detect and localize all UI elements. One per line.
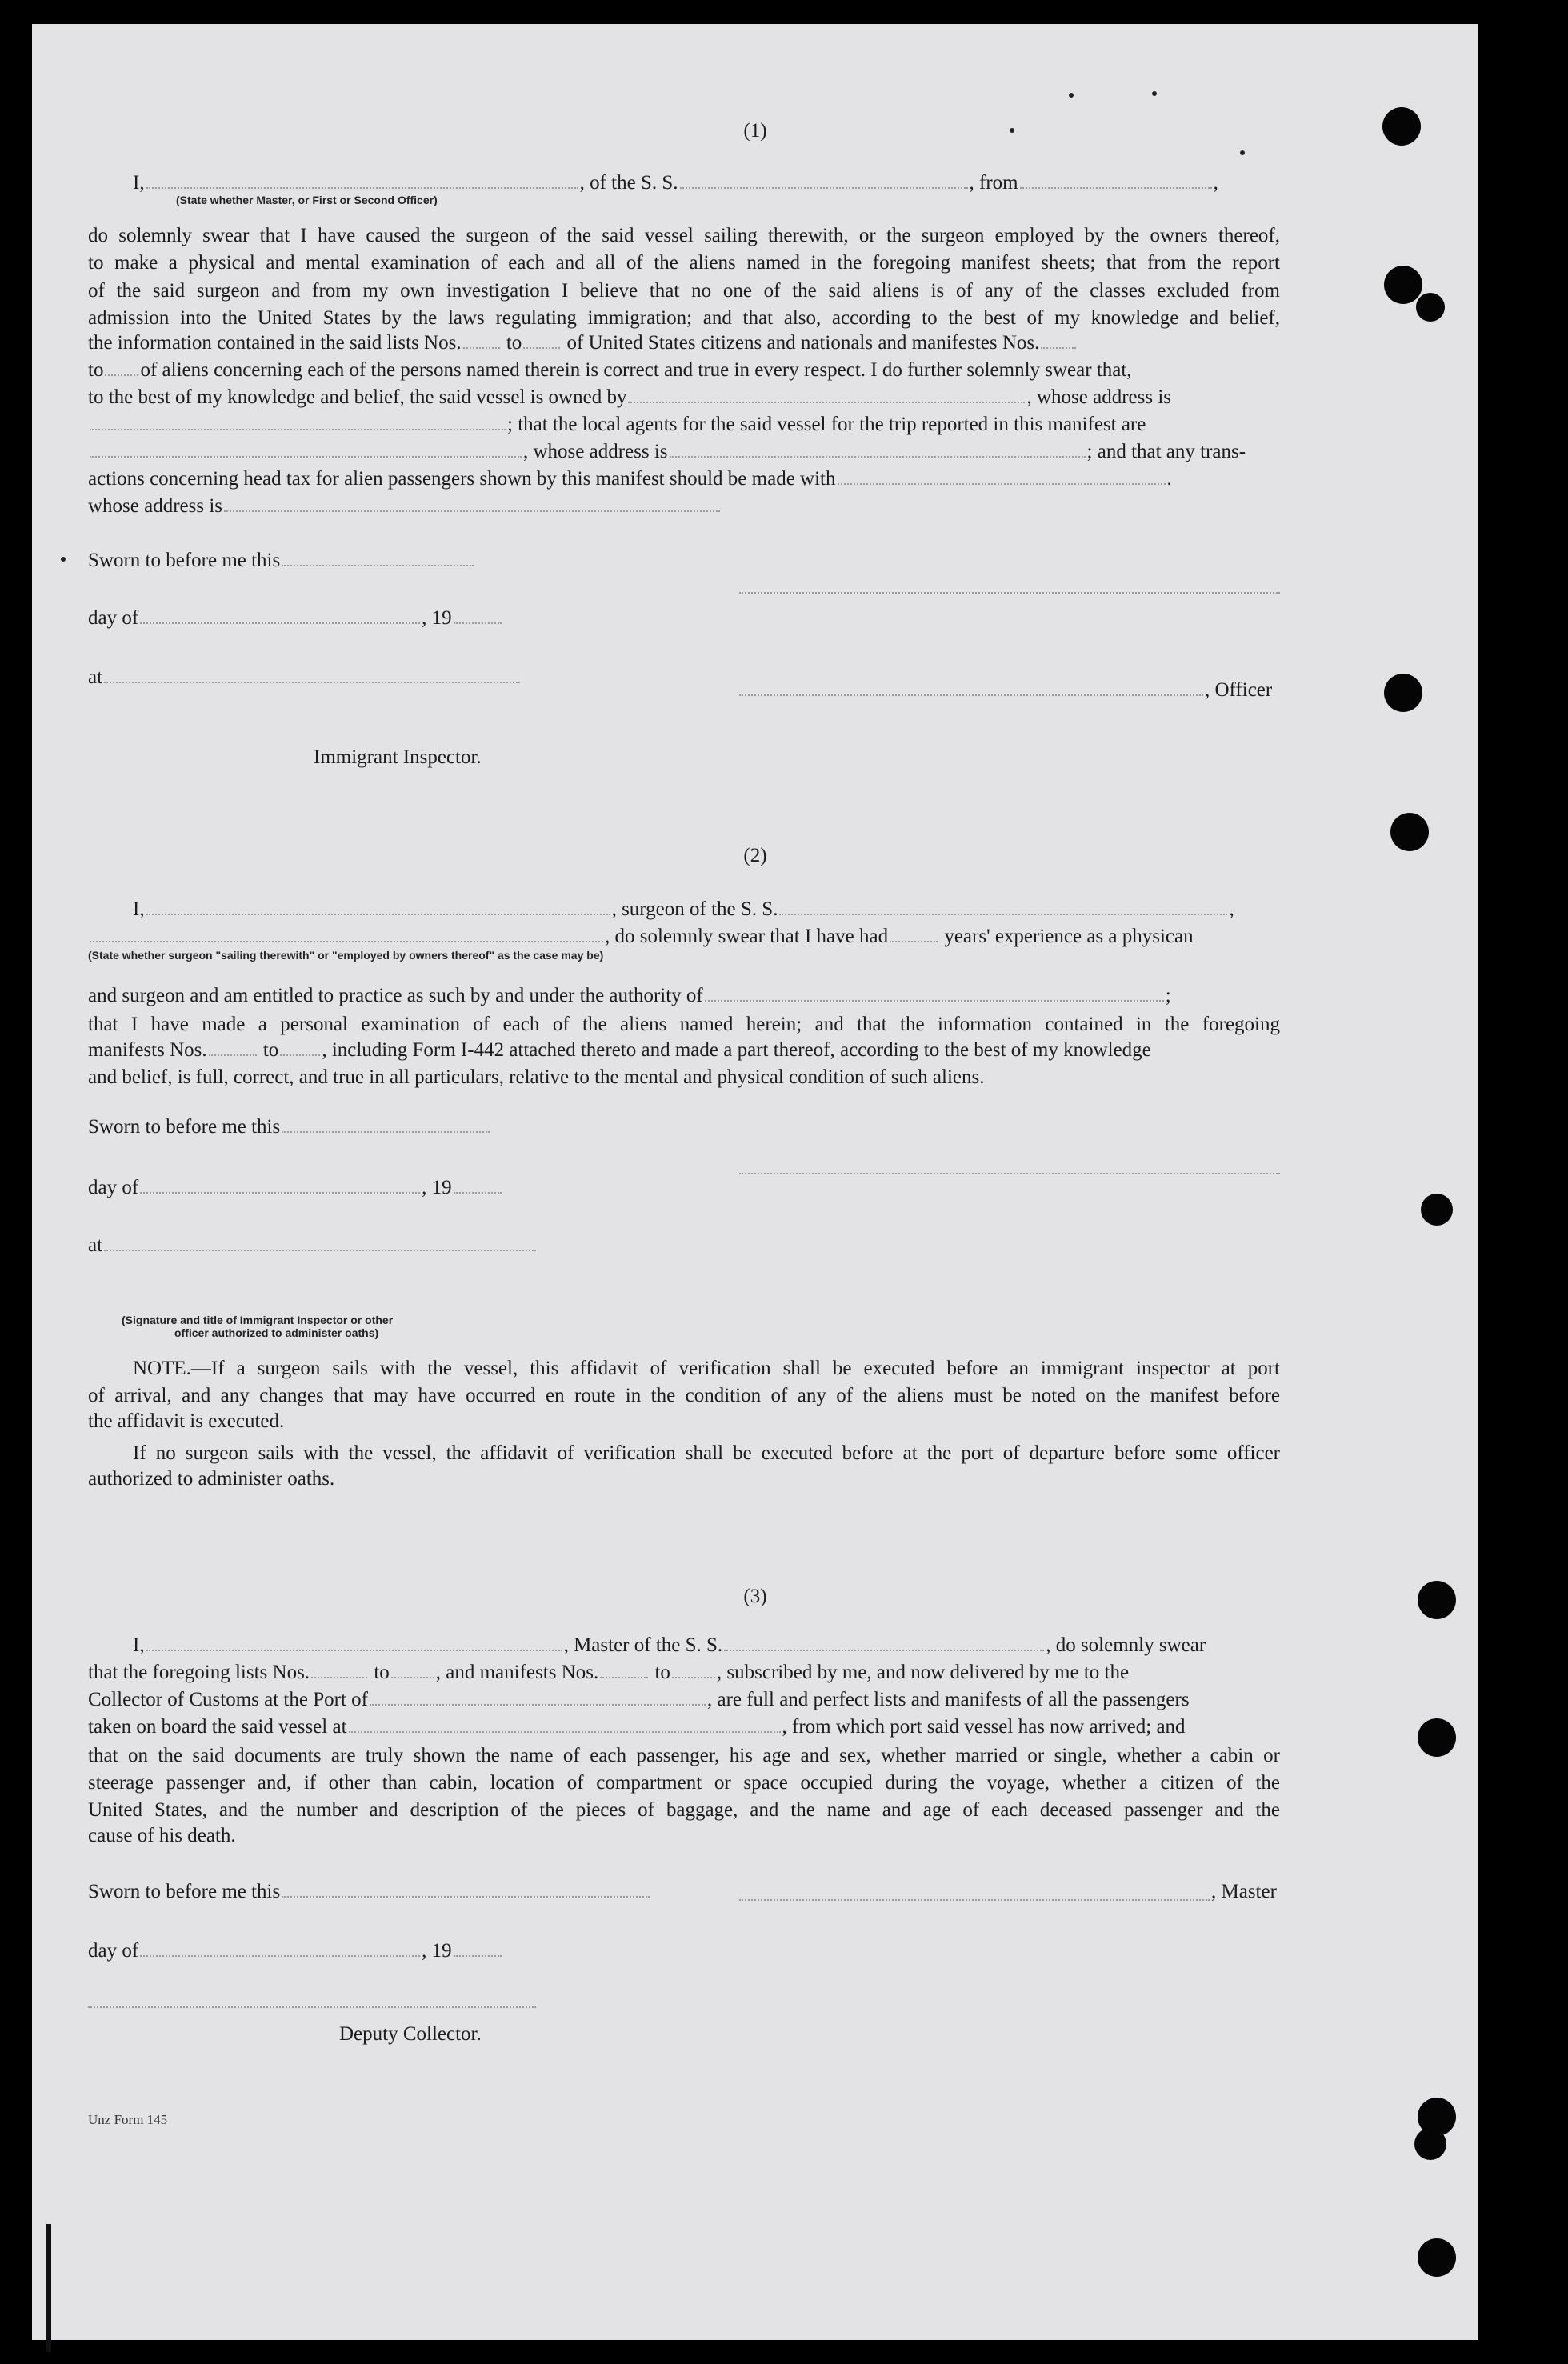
agents-address-label: , whose address is	[523, 441, 668, 462]
list-from-field[interactable]	[463, 331, 500, 349]
master-label: , Master	[1211, 1881, 1277, 1902]
form-number: Unz Form 145	[88, 2112, 168, 2127]
punch-hole	[1416, 293, 1445, 322]
section-number: (1)	[743, 120, 767, 142]
owner-address-label: , whose address is	[1026, 386, 1171, 408]
year-field[interactable]	[454, 1939, 502, 1957]
sworn-day-field[interactable]	[282, 549, 474, 566]
lists-label: that the foregoing lists Nos.	[88, 1662, 310, 1683]
head-tax-line	[88, 467, 1280, 491]
note-line: authorized to administer oaths.	[88, 1468, 335, 1490]
head-tax-address-field[interactable]	[224, 494, 720, 512]
section3-line1	[133, 1634, 1280, 1658]
sworn-day-field[interactable]	[282, 1880, 650, 1898]
section-number: (3)	[743, 1586, 767, 1607]
at-line	[88, 666, 522, 690]
sworn-line	[88, 1880, 651, 1904]
section2-pronoun: I,	[133, 898, 145, 920]
year-label: , 19	[422, 1177, 452, 1198]
section1-ship-label: , of the S. S.	[579, 172, 678, 194]
note-line: the affidavit is executed.	[88, 1410, 285, 1432]
lists-to-label: to	[374, 1662, 390, 1683]
manifests-from-field[interactable]	[600, 1661, 648, 1678]
section1-from-label: , from	[969, 172, 1018, 194]
paper-speck	[1240, 150, 1245, 155]
body-line: and belief, is full, correct, and true in all particulars, relative to the mental and physical condition of such aliens.	[88, 1066, 985, 1088]
sworn-day-field[interactable]	[282, 1115, 490, 1133]
body-line: to make a physical and mental examination of each and all of the aliens named in the foregoing manifest sheets; that from the report	[88, 252, 1280, 274]
punctuation: ,	[1213, 172, 1218, 194]
punctuation: ;	[1165, 985, 1171, 1006]
surgeon-ship-field[interactable]	[779, 898, 1227, 915]
punch-hole	[1384, 674, 1422, 712]
day-month-field[interactable]	[140, 1939, 420, 1957]
day-label: day of	[88, 607, 139, 629]
master-signature-line[interactable]	[739, 1899, 1210, 1901]
surgeon-status-note: (State whether surgeon "sailing therewith" or "employed by owners thereof" as the case may be)	[88, 949, 604, 962]
surgeon-status-field[interactable]	[90, 925, 603, 942]
note-line: If no surgeon sails with the vessel, the affidavit of verification shall be executed before at the port of departure before some officer	[133, 1442, 1280, 1464]
master-name-field[interactable]	[146, 1634, 562, 1651]
aliens-to-label: to	[88, 359, 104, 381]
experience-label: , do solemnly swear that I have had	[605, 926, 889, 947]
lists-from-field[interactable]	[311, 1661, 367, 1678]
day-month-field[interactable]	[140, 1176, 420, 1194]
punctuation: ,	[1229, 898, 1234, 920]
signature-line[interactable]	[739, 592, 1280, 594]
signature-line[interactable]	[739, 1173, 1280, 1174]
section3-line2	[88, 1661, 1280, 1685]
section2-line1	[133, 898, 1280, 922]
signature-note: officer authorized to administer oaths)	[174, 1326, 379, 1339]
master-ship-label: , Master of the S. S.	[563, 1634, 723, 1656]
manifests-from-field[interactable]	[209, 1038, 257, 1056]
owner-address-field[interactable]	[90, 413, 506, 430]
manifest-from-field[interactable]	[1041, 331, 1076, 349]
lists-to-field[interactable]	[391, 1661, 434, 1678]
body-line: United States, and the number and description of the pieces of baggage, and the name and age of each deceased passenger and the	[88, 1799, 1280, 1821]
punch-hole	[1421, 1194, 1453, 1226]
manifests-to-field[interactable]	[280, 1038, 320, 1056]
punch-hole	[1384, 266, 1422, 304]
day-line	[88, 1939, 503, 1963]
experience-years-field[interactable]	[890, 925, 938, 942]
section-number: (2)	[743, 845, 767, 866]
ship-name-field[interactable]	[680, 171, 968, 189]
officer-signature-line[interactable]	[739, 694, 1203, 696]
at-label: at	[88, 666, 103, 688]
section3-pronoun: I,	[133, 1634, 145, 1656]
body-line: do solemnly swear that I have caused the surgeon of the said vessel sailing therewith, or the surgeon employed by the owners thereof,	[88, 225, 1280, 246]
punctuation: .	[1166, 468, 1172, 490]
agents-line	[88, 413, 1280, 437]
owner-field[interactable]	[628, 386, 1025, 403]
section3-line3	[88, 1688, 1280, 1712]
name-field[interactable]	[146, 171, 578, 189]
aliens-line	[88, 358, 1280, 382]
body-line: that on the said documents are truly shown the name of each passenger, his age and sex, whether married or single, whether a cabin or	[88, 1745, 1280, 1766]
sworn-label: Sworn to before me this	[88, 1881, 281, 1902]
paper-speck	[1069, 93, 1074, 98]
deputy-collector-label: Deputy Collector.	[339, 2023, 482, 2045]
at-label: at	[88, 1234, 103, 1256]
year-field[interactable]	[454, 606, 502, 624]
transactions-label: ; and that any trans-	[1086, 441, 1246, 462]
signature-note: (Signature and title of Immigrant Inspector or other	[122, 1314, 394, 1326]
lists-to-label: to	[506, 332, 522, 354]
whose-address-label: whose address is	[88, 495, 223, 517]
at-line	[88, 1234, 538, 1258]
body-line: that I have made a personal examination of each of the aliens named herein; and that the information contained in the foregoing	[88, 1014, 1280, 1035]
sworn-line	[88, 549, 475, 573]
note-line: NOTE.—If a surgeon sails with the vessel, this affidavit of verification shall be executed before an immigrant inspector at port	[133, 1358, 1280, 1379]
body-line: of the said surgeon and from my own investigation I believe that no one of the said aliens is of any of the classes excluded from	[88, 280, 1280, 302]
paper-speck	[61, 557, 66, 562]
punch-hole	[1414, 2128, 1446, 2160]
punch-hole	[1418, 1718, 1456, 1757]
section2-line2	[88, 925, 1280, 949]
surgeon-name-field[interactable]	[146, 898, 610, 915]
sworn-line	[88, 1115, 491, 1139]
whose-address-line	[88, 494, 1048, 518]
body-line: admission into the United States by the laws regulating immigration; and that also, according to the best of my knowledge and belief,	[88, 307, 1280, 329]
collector-signature-line[interactable]	[88, 2006, 536, 2008]
section2-line3	[88, 984, 1280, 1008]
agents-address-field[interactable]	[670, 440, 1086, 458]
inspector-label: Immigrant Inspector.	[314, 746, 482, 768]
manifests-to-label: to	[654, 1662, 670, 1683]
lists-label: the information contained in the said lists Nos.	[88, 332, 462, 354]
note-line: of arrival, and any changes that may have occurred en route in the condition of any of the aliens must be noted on the manifest before	[88, 1385, 1280, 1406]
port-field[interactable]	[370, 1688, 706, 1706]
swear-label: , do solemnly swear	[1046, 1634, 1206, 1656]
owner-label: to the best of my knowledge and belief, the said vessel is owned by	[88, 386, 627, 408]
officer-rank-note: (State whether Master, or First or Second Officer)	[176, 194, 438, 206]
sworn-label: Sworn to before me this	[88, 550, 281, 571]
aliens-text: of aliens concerning each of the persons named therein is correct and true in every respect. I do further solemnly swear that,	[140, 359, 1132, 381]
body-line: cause of his death.	[88, 1825, 236, 1846]
perfect-lists-text: , are full and perfect lists and manifests of all the passengers	[706, 1689, 1190, 1710]
sworn-label: Sworn to before me this	[88, 1116, 281, 1138]
head-tax-party-field[interactable]	[838, 467, 1166, 485]
head-tax-text: actions concerning head tax for alien passengers shown by this manifest should be made with	[88, 468, 836, 490]
lists-citizens-label: of United States citizens and nationals and manifestes Nos.	[566, 332, 1040, 354]
section3-line4	[88, 1715, 1280, 1739]
owner-line	[88, 386, 1280, 410]
binding-edge	[46, 2224, 51, 2352]
punch-hole	[1418, 2238, 1456, 2277]
day-line	[88, 606, 503, 630]
manifests-to-label: to	[262, 1039, 279, 1061]
lists-line	[88, 331, 1280, 355]
master-ship-field[interactable]	[724, 1634, 1044, 1651]
section1-pronoun: I,	[133, 172, 145, 194]
at-place-field[interactable]	[104, 666, 520, 683]
surgeon-ship-label: , surgeon of the S. S.	[611, 898, 778, 920]
manifests-label: manifests Nos.	[88, 1039, 207, 1061]
manifests-to-field[interactable]	[672, 1661, 715, 1678]
authority-field[interactable]	[705, 984, 1164, 1002]
year-field[interactable]	[454, 1176, 502, 1194]
form-text: , including Form I-442 attached thereto and made a part thereof, according to the best of my knowledge	[322, 1039, 1151, 1061]
section1-line1	[133, 171, 1280, 195]
manifest-to-field[interactable]	[105, 358, 138, 376]
arrived-text: , from which port said vessel has now arrived; and	[782, 1716, 1186, 1738]
body-line: steerage passenger and, if other than cabin, location of compartment or space occupied during the voyage, whether a citizen of the	[88, 1772, 1280, 1794]
collector-label: Collector of Customs at the Port of	[88, 1689, 368, 1710]
agent-address-line	[88, 440, 1280, 464]
at-place-field[interactable]	[104, 1234, 536, 1251]
list-to-field[interactable]	[523, 331, 560, 349]
year-label: , 19	[422, 1940, 452, 1962]
paper-speck	[1152, 91, 1157, 96]
taken-label: taken on board the said vessel at	[88, 1716, 347, 1738]
agents-text: ; that the local agents for the said vessel for the trip reported in this manifest are	[507, 414, 1146, 435]
day-month-field[interactable]	[140, 606, 420, 624]
day-label: day of	[88, 1177, 139, 1198]
port-from-field[interactable]	[1020, 171, 1212, 189]
experience-text: years' experience as a physican	[944, 926, 1194, 947]
form-sheet	[32, 24, 1478, 2340]
year-label: , 19	[422, 607, 452, 629]
authority-text: and surgeon and am entitled to practice as such by and under the authority of	[88, 985, 703, 1006]
agents-field[interactable]	[90, 440, 522, 458]
embark-port-field[interactable]	[349, 1715, 781, 1733]
day-line	[88, 1176, 503, 1200]
section2-line5	[88, 1038, 1280, 1062]
officer-label: , Officer	[1205, 679, 1273, 701]
day-label: day of	[88, 1940, 139, 1962]
manifests-label: , and manifests Nos.	[435, 1662, 599, 1683]
delivered-text: , subscribed by me, and now delivered by me to the	[716, 1662, 1130, 1683]
